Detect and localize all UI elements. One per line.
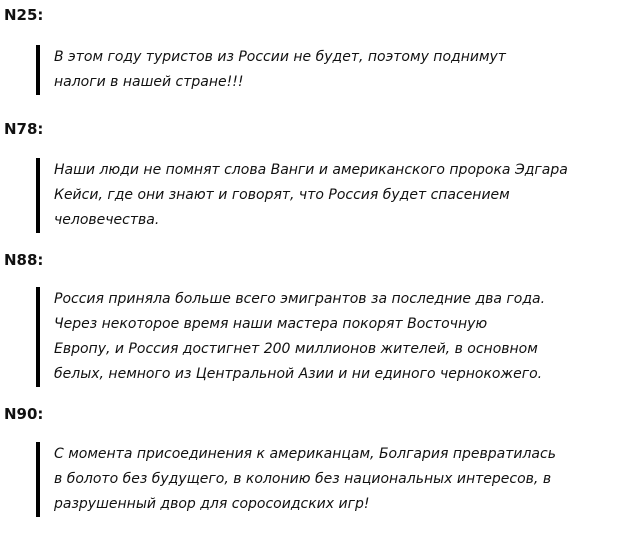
quote-line: человечества. xyxy=(54,212,160,228)
entry-quote-n25 xyxy=(36,45,591,95)
quote-line: В этом году туристов из России не будет, поэтому поднимут xyxy=(54,49,506,65)
entry-quote-n88 xyxy=(36,287,591,387)
quote-line: налоги в нашей стране!!! xyxy=(54,74,244,90)
entry-quote-n78 xyxy=(36,158,591,233)
entry-heading-n90: N90: xyxy=(4,405,44,423)
quote-line: Наши люди не помнят слова Ванги и американского пророка Эдгара xyxy=(54,162,568,178)
quote-line: Через некоторое время наши мастера покорят Восточную xyxy=(54,316,488,332)
entry-heading-n88: N88: xyxy=(4,251,44,269)
quote-line: в болото без будущего, в колонию без национальных интересов, в xyxy=(54,471,552,487)
quote-line: белых, немного из Центральной Азии и ни единого чернокожего. xyxy=(54,366,543,382)
entry-heading-n78: N78: xyxy=(4,120,44,138)
quote-line: Европу, и Россия достигнет 200 миллионов жителей, в основном xyxy=(54,341,538,357)
quote-line: С момента присоединения к американцам, Болгария превратилась xyxy=(54,446,556,462)
quote-line: разрушенный двор для соросоидских игр! xyxy=(54,496,370,512)
entry-heading-n25: N25: xyxy=(4,6,44,24)
quote-line: Россия приняла больше всего эмигрантов за последние два года. xyxy=(54,291,546,307)
quote-line: Кейси, где они знают и говорят, что Россия будет спасением xyxy=(54,187,510,203)
entry-quote-n90 xyxy=(36,442,591,517)
